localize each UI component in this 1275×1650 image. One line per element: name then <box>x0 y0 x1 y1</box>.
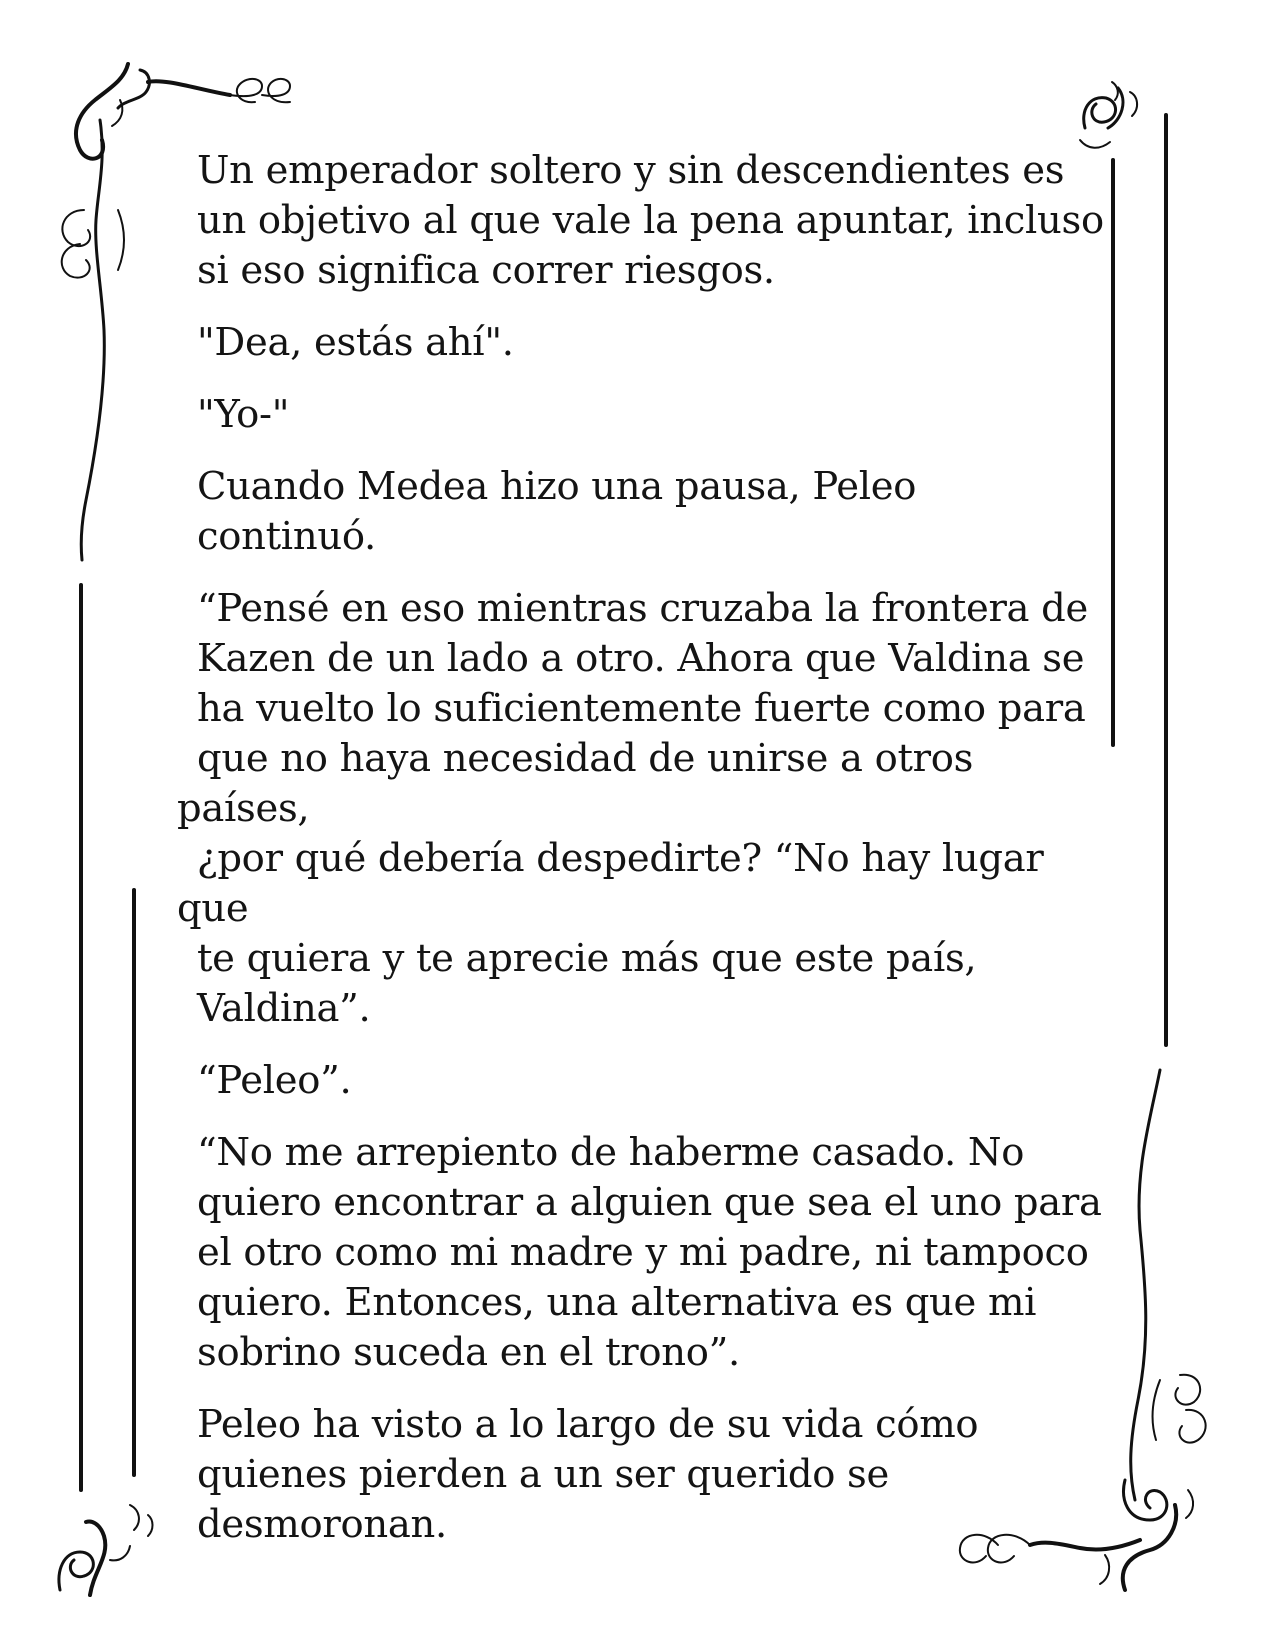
text-line: Un emperador soltero y sin descendientes es <box>197 148 1065 193</box>
text-line: sobrino suceda en el trono”. <box>197 1330 740 1375</box>
text-line: “No me arrepiento de haberme casado. No <box>197 1130 1025 1175</box>
text-line: Kazen de un lado a otro. Ahora que Valdina se <box>197 636 1085 681</box>
text-line: te quiera y te aprecie más que este país, <box>197 936 977 981</box>
text-line: "Yo-" <box>197 392 290 437</box>
text-line: continuó. <box>197 514 376 559</box>
paragraph <box>177 1128 1112 1378</box>
text-line: un objetivo al que vale la pena apuntar, incluso <box>197 198 1104 243</box>
text-line: ¿por qué debería despedirte? “No hay lugar que <box>177 836 1044 931</box>
text-line: desmoronan. <box>197 1502 447 1547</box>
text-line: Valdina”. <box>197 986 371 1031</box>
bottom-left-flourish <box>59 1505 153 1595</box>
text-line: “Peleo”. <box>197 1058 352 1103</box>
paragraph <box>177 318 1112 368</box>
text-line: Cuando Medea hizo una pausa, Peleo <box>197 464 917 509</box>
text-line: quiero. Entonces, una alternativa es que mi <box>197 1280 1037 1325</box>
text-line: "Dea, estás ahí". <box>197 320 514 365</box>
paragraph <box>177 462 1112 562</box>
paragraph <box>177 390 1112 440</box>
text-line: si eso significa correr riesgos. <box>197 248 775 293</box>
text-line: ha vuelto lo suficientemente fuerte como para <box>197 686 1086 731</box>
text-line: Peleo ha visto a lo largo de su vida cómo <box>197 1402 979 1447</box>
paragraph <box>177 1056 1112 1106</box>
body-text <box>177 146 1112 1572</box>
text-line: que no haya necesidad de unirse a otros países, <box>177 736 974 831</box>
paragraph <box>177 146 1112 296</box>
text-line: quienes pierden a un ser querido se <box>197 1452 889 1497</box>
top-right-flourish <box>1080 82 1137 148</box>
text-line: quiero encontrar a alguien que sea el uno para <box>197 1180 1102 1225</box>
text-line: “Pensé en eso mientras cruzaba la frontera de <box>197 586 1088 631</box>
text-line: el otro como mi madre y mi padre, ni tampoco <box>197 1230 1089 1275</box>
paragraph <box>177 1400 1112 1550</box>
paragraph <box>177 584 1112 1034</box>
